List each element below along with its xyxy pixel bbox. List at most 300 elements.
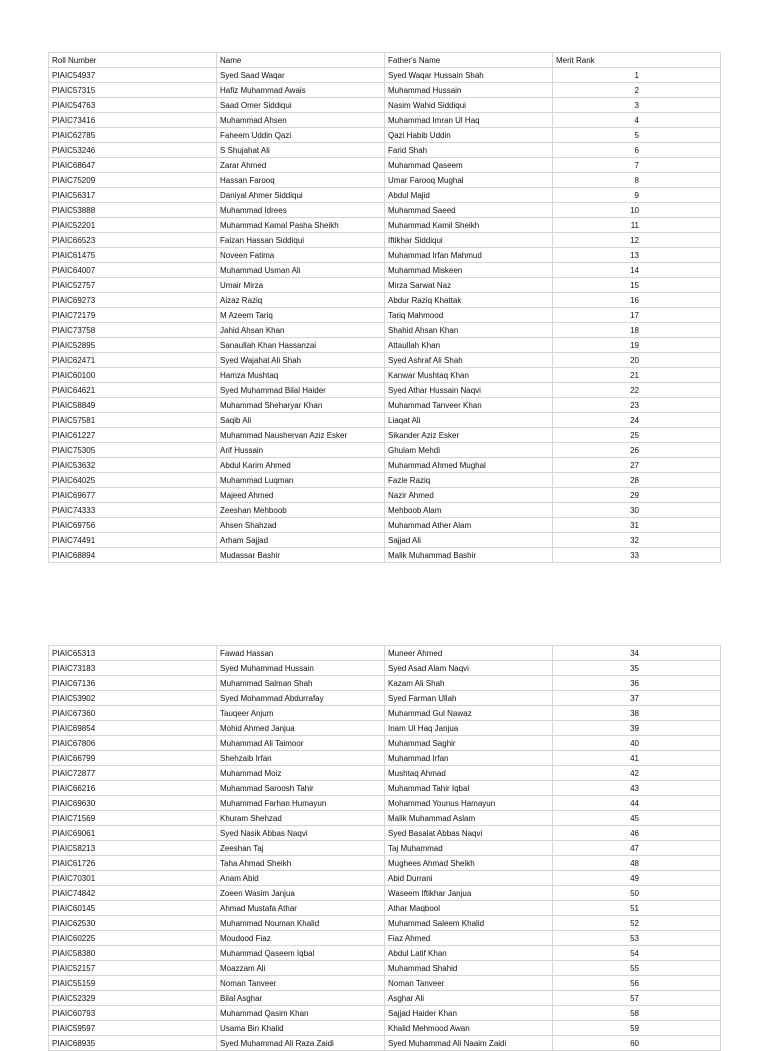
- cell-merit-rank: 41: [553, 751, 721, 766]
- table-row: [49, 413, 721, 428]
- cell-fathers-name: Syed Waqar Hussain Shah: [385, 68, 553, 83]
- table-row: [49, 766, 721, 781]
- cell-fathers-name: Kanwar Mushtaq Khan: [385, 368, 553, 383]
- cell-roll-number: PIAIC58213: [49, 841, 217, 856]
- cell-fathers-name: Abid Durrani: [385, 871, 553, 886]
- table-body: [49, 53, 721, 563]
- cell-roll-number: PIAIC74333: [49, 503, 217, 518]
- cell-fathers-name: Liaqat Ali: [385, 413, 553, 428]
- cell-merit-rank: 19: [553, 338, 721, 353]
- cell-merit-rank: 4: [553, 113, 721, 128]
- cell-name: Hassan Farooq: [217, 173, 385, 188]
- cell-merit-rank: 10: [553, 203, 721, 218]
- cell-merit-rank: 30: [553, 503, 721, 518]
- cell-name: S Shujahat Ali: [217, 143, 385, 158]
- cell-fathers-name: Iftikhar Siddiqui: [385, 233, 553, 248]
- cell-fathers-name: Syed Athar Hussain Naqvi: [385, 383, 553, 398]
- table-row: [49, 533, 721, 548]
- cell-fathers-name: Fazle Raziq: [385, 473, 553, 488]
- table-row: [49, 443, 721, 458]
- cell-fathers-name: Kazam Ali Shah: [385, 676, 553, 691]
- cell-fathers-name: Khalid Mehmood Awan: [385, 1021, 553, 1036]
- cell-merit-rank: 38: [553, 706, 721, 721]
- cell-roll-number: PIAIC73416: [49, 113, 217, 128]
- cell-merit-rank: 3: [553, 98, 721, 113]
- cell-name: Muhammad Farhan Humayun: [217, 796, 385, 811]
- table-row: [49, 661, 721, 676]
- cell-merit-rank: 18: [553, 323, 721, 338]
- table-row: [49, 308, 721, 323]
- cell-name: M Azeem Tariq: [217, 308, 385, 323]
- cell-fathers-name: Sajjad Ali: [385, 533, 553, 548]
- cell-name: Noveen Fatima: [217, 248, 385, 263]
- table-row: [49, 278, 721, 293]
- table-row: [49, 233, 721, 248]
- cell-fathers-name: Inam Ul Haq Janjua: [385, 721, 553, 736]
- table-row: [49, 488, 721, 503]
- cell-name: Majeed Ahmed: [217, 488, 385, 503]
- cell-roll-number: PIAIC57581: [49, 413, 217, 428]
- table-row: [49, 946, 721, 961]
- cell-name: Muhammad Kamal Pasha Sheikh: [217, 218, 385, 233]
- table-row: [49, 736, 721, 751]
- cell-fathers-name: Malik Muhammad Aslam: [385, 811, 553, 826]
- cell-name: Muhammad Salman Shah: [217, 676, 385, 691]
- cell-roll-number: PIAIC54937: [49, 68, 217, 83]
- cell-fathers-name: Mushtaq Ahmad: [385, 766, 553, 781]
- cell-merit-rank: 35: [553, 661, 721, 676]
- cell-name: Muhammad Usman Ali: [217, 263, 385, 278]
- table-row: [49, 676, 721, 691]
- cell-roll-number: PIAIC60225: [49, 931, 217, 946]
- cell-merit-rank: 25: [553, 428, 721, 443]
- cell-roll-number: PIAIC73758: [49, 323, 217, 338]
- cell-roll-number: PIAIC58380: [49, 946, 217, 961]
- table-row: [49, 128, 721, 143]
- cell-fathers-name: Muhammad Gul Nawaz: [385, 706, 553, 721]
- cell-name: Syed Muhammad Ali Raza Zaidi: [217, 1036, 385, 1051]
- cell-merit-rank: 60: [553, 1036, 721, 1051]
- cell-name: Umair Mirza: [217, 278, 385, 293]
- cell-name: Muhammad Luqman: [217, 473, 385, 488]
- cell-roll-number: PIAIC69630: [49, 796, 217, 811]
- cell-roll-number: PIAIC60145: [49, 901, 217, 916]
- cell-roll-number: PIAIC60100: [49, 368, 217, 383]
- cell-merit-rank: 33: [553, 548, 721, 563]
- cell-fathers-name: Mughees Ahmad Sheikh: [385, 856, 553, 871]
- cell-roll-number: PIAIC62471: [49, 353, 217, 368]
- cell-merit-rank: 50: [553, 886, 721, 901]
- cell-roll-number: PIAIC55159: [49, 976, 217, 991]
- cell-merit-rank: 42: [553, 766, 721, 781]
- cell-merit-rank: 52: [553, 916, 721, 931]
- cell-roll-number: PIAIC60793: [49, 1006, 217, 1021]
- header-row: [49, 53, 721, 68]
- table-row: [49, 203, 721, 218]
- cell-merit-rank: 26: [553, 443, 721, 458]
- table-row: [49, 781, 721, 796]
- cell-name: Saqib Ali: [217, 413, 385, 428]
- table-row: [49, 68, 721, 83]
- cell-roll-number: PIAIC70301: [49, 871, 217, 886]
- cell-merit-rank: 34: [553, 646, 721, 661]
- cell-roll-number: PIAIC52757: [49, 278, 217, 293]
- cell-fathers-name: Muhammad Hussain: [385, 83, 553, 98]
- cell-roll-number: PIAIC52329: [49, 991, 217, 1006]
- cell-merit-rank: 58: [553, 1006, 721, 1021]
- cell-name: Ahmad Mustafa Athar: [217, 901, 385, 916]
- cell-merit-rank: 15: [553, 278, 721, 293]
- cell-fathers-name: Abdul Latif Khan: [385, 946, 553, 961]
- table-row: [49, 368, 721, 383]
- cell-roll-number: PIAIC69273: [49, 293, 217, 308]
- cell-name: Saad Omer Siddiqui: [217, 98, 385, 113]
- table-row: [49, 1021, 721, 1036]
- table-row: [49, 503, 721, 518]
- cell-roll-number: PIAIC65313: [49, 646, 217, 661]
- cell-roll-number: PIAIC75305: [49, 443, 217, 458]
- cell-fathers-name: Nazir Ahmed: [385, 488, 553, 503]
- header-merit-rank: Merit Rank: [553, 53, 721, 68]
- cell-name: Mohid Ahmed Janjua: [217, 721, 385, 736]
- cell-merit-rank: 24: [553, 413, 721, 428]
- cell-roll-number: PIAIC68935: [49, 1036, 217, 1051]
- cell-roll-number: PIAIC62785: [49, 128, 217, 143]
- cell-roll-number: PIAIC64621: [49, 383, 217, 398]
- cell-merit-rank: 49: [553, 871, 721, 886]
- cell-fathers-name: Athar Maqbool: [385, 901, 553, 916]
- cell-name: Syed Wajahat Ali Shah: [217, 353, 385, 368]
- table-row: [49, 428, 721, 443]
- cell-name: Khuram Shehzad: [217, 811, 385, 826]
- cell-merit-rank: 44: [553, 796, 721, 811]
- cell-name: Muhammad Qasim Khan: [217, 1006, 385, 1021]
- table-row: [49, 98, 721, 113]
- cell-merit-rank: 43: [553, 781, 721, 796]
- cell-merit-rank: 12: [553, 233, 721, 248]
- cell-fathers-name: Umar Farooq Mughal: [385, 173, 553, 188]
- cell-name: Moazzam Ali: [217, 961, 385, 976]
- table-row: [49, 856, 721, 871]
- cell-merit-rank: 22: [553, 383, 721, 398]
- table-row: [49, 871, 721, 886]
- cell-merit-rank: 47: [553, 841, 721, 856]
- cell-fathers-name: Qazi Habib Uddin: [385, 128, 553, 143]
- cell-merit-rank: 6: [553, 143, 721, 158]
- cell-roll-number: PIAIC62530: [49, 916, 217, 931]
- table-row: [49, 248, 721, 263]
- table-row: [49, 293, 721, 308]
- cell-name: Jahid Ahsan Khan: [217, 323, 385, 338]
- cell-fathers-name: Syed Asad Alam Naqvi: [385, 661, 553, 676]
- cell-name: Anam Abid: [217, 871, 385, 886]
- cell-roll-number: PIAIC53888: [49, 203, 217, 218]
- table-row: [49, 841, 721, 856]
- cell-roll-number: PIAIC53246: [49, 143, 217, 158]
- cell-fathers-name: Asghar Ali: [385, 991, 553, 1006]
- cell-name: Muhammad Moiz: [217, 766, 385, 781]
- table-row: [49, 263, 721, 278]
- cell-name: Usama Bin Khalid: [217, 1021, 385, 1036]
- cell-roll-number: PIAIC56317: [49, 188, 217, 203]
- cell-roll-number: PIAIC74842: [49, 886, 217, 901]
- table-row: [49, 518, 721, 533]
- cell-merit-rank: 32: [553, 533, 721, 548]
- table-row: [49, 143, 721, 158]
- cell-roll-number: PIAIC68894: [49, 548, 217, 563]
- cell-merit-rank: 29: [553, 488, 721, 503]
- cell-roll-number: PIAIC71569: [49, 811, 217, 826]
- merit-table-page-2: [48, 645, 721, 1051]
- table-row: [49, 991, 721, 1006]
- cell-fathers-name: Mehboob Alam: [385, 503, 553, 518]
- cell-fathers-name: Muhammad Miskeen: [385, 263, 553, 278]
- cell-merit-rank: 53: [553, 931, 721, 946]
- cell-fathers-name: Tariq Mahmood: [385, 308, 553, 323]
- cell-roll-number: PIAIC69854: [49, 721, 217, 736]
- cell-fathers-name: Farid Shah: [385, 143, 553, 158]
- cell-fathers-name: Muhammad Tahir Iqbal: [385, 781, 553, 796]
- cell-fathers-name: Muhammad Saghir: [385, 736, 553, 751]
- cell-roll-number: PIAIC74491: [49, 533, 217, 548]
- table-row: [49, 338, 721, 353]
- cell-name: Sanaullah Khan Hassanzai: [217, 338, 385, 353]
- cell-fathers-name: Muneer Ahmed: [385, 646, 553, 661]
- cell-merit-rank: 17: [553, 308, 721, 323]
- cell-roll-number: PIAIC52201: [49, 218, 217, 233]
- cell-roll-number: PIAIC67136: [49, 676, 217, 691]
- cell-merit-rank: 55: [553, 961, 721, 976]
- cell-fathers-name: Sajjad Haider Khan: [385, 1006, 553, 1021]
- cell-roll-number: PIAIC59597: [49, 1021, 217, 1036]
- cell-merit-rank: 23: [553, 398, 721, 413]
- table-row: [49, 473, 721, 488]
- cell-merit-rank: 5: [553, 128, 721, 143]
- table-row: [49, 113, 721, 128]
- table-row: [49, 548, 721, 563]
- cell-fathers-name: Mirza Sarwat Naz: [385, 278, 553, 293]
- cell-name: Ahsen Shahzad: [217, 518, 385, 533]
- cell-name: Muhammad Sheharyar Khan: [217, 398, 385, 413]
- cell-fathers-name: Muhammad Tanveer Khan: [385, 398, 553, 413]
- table-row: [49, 218, 721, 233]
- cell-name: Zeeshan Mehboob: [217, 503, 385, 518]
- cell-fathers-name: Muhammad Saleem Khalid: [385, 916, 553, 931]
- merit-table-page-1: [48, 52, 721, 563]
- cell-name: Muhammad Qaseem Iqbal: [217, 946, 385, 961]
- cell-merit-rank: 46: [553, 826, 721, 841]
- cell-fathers-name: Muhammad Saeed: [385, 203, 553, 218]
- cell-name: Syed Muhammad Bilal Haider: [217, 383, 385, 398]
- cell-merit-rank: 2: [553, 83, 721, 98]
- cell-roll-number: PIAIC61726: [49, 856, 217, 871]
- cell-merit-rank: 1: [553, 68, 721, 83]
- cell-name: Syed Muhammad Hussain: [217, 661, 385, 676]
- cell-roll-number: PIAIC72179: [49, 308, 217, 323]
- cell-fathers-name: Noman Tanveer: [385, 976, 553, 991]
- cell-name: Abdul Karim Ahmed: [217, 458, 385, 473]
- cell-fathers-name: Malik Muhammad Bashir: [385, 548, 553, 563]
- cell-fathers-name: Ghulam Mehdi: [385, 443, 553, 458]
- table-row: [49, 173, 721, 188]
- cell-roll-number: PIAIC67360: [49, 706, 217, 721]
- cell-name: Syed Mohammad Abdurrafay: [217, 691, 385, 706]
- cell-roll-number: PIAIC58849: [49, 398, 217, 413]
- table-row: [49, 83, 721, 98]
- cell-name: Syed Saad Waqar: [217, 68, 385, 83]
- table-row: [49, 398, 721, 413]
- cell-fathers-name: Shahid Ahsan Khan: [385, 323, 553, 338]
- cell-name: Noman Tanveer: [217, 976, 385, 991]
- cell-name: Syed Nasik Abbas Naqvi: [217, 826, 385, 841]
- table-row: [49, 721, 721, 736]
- table-row: [49, 826, 721, 841]
- cell-merit-rank: 9: [553, 188, 721, 203]
- table-row: [49, 158, 721, 173]
- cell-merit-rank: 54: [553, 946, 721, 961]
- cell-name: Muhammad Saroosh Tahir: [217, 781, 385, 796]
- table-body: [49, 646, 721, 1051]
- cell-merit-rank: 45: [553, 811, 721, 826]
- cell-fathers-name: Muhammad Ahmed Mughal: [385, 458, 553, 473]
- cell-roll-number: PIAIC66216: [49, 781, 217, 796]
- cell-merit-rank: 36: [553, 676, 721, 691]
- cell-roll-number: PIAIC53902: [49, 691, 217, 706]
- cell-fathers-name: Muhammad Imran Ul Haq: [385, 113, 553, 128]
- cell-name: Daniyal Ahmer Siddiqui: [217, 188, 385, 203]
- cell-roll-number: PIAIC75209: [49, 173, 217, 188]
- cell-fathers-name: Waseem Iftikhar Janjua: [385, 886, 553, 901]
- table-row: [49, 383, 721, 398]
- cell-merit-rank: 31: [553, 518, 721, 533]
- cell-roll-number: PIAIC61475: [49, 248, 217, 263]
- cell-roll-number: PIAIC52895: [49, 338, 217, 353]
- cell-fathers-name: Taj Muhammad: [385, 841, 553, 856]
- cell-merit-rank: 11: [553, 218, 721, 233]
- cell-fathers-name: Muhammad Ather Alam: [385, 518, 553, 533]
- cell-merit-rank: 56: [553, 976, 721, 991]
- table-row: [49, 691, 721, 706]
- table-row: [49, 901, 721, 916]
- table-row: [49, 961, 721, 976]
- cell-name: Arham Sajjad: [217, 533, 385, 548]
- table-row: [49, 458, 721, 473]
- cell-name: Hamza Mushtaq: [217, 368, 385, 383]
- cell-merit-rank: 16: [553, 293, 721, 308]
- cell-fathers-name: Syed Ashraf Ali Shah: [385, 353, 553, 368]
- cell-merit-rank: 13: [553, 248, 721, 263]
- cell-fathers-name: Fiaz Ahmed: [385, 931, 553, 946]
- cell-fathers-name: Sikander Aziz Esker: [385, 428, 553, 443]
- cell-name: Zeeshan Taj: [217, 841, 385, 856]
- cell-name: Faizan Hassan Siddiqui: [217, 233, 385, 248]
- cell-name: Arif Hussain: [217, 443, 385, 458]
- cell-fathers-name: Muhammad Kamil Sheikh: [385, 218, 553, 233]
- cell-roll-number: PIAIC66799: [49, 751, 217, 766]
- cell-merit-rank: 8: [553, 173, 721, 188]
- cell-roll-number: PIAIC64025: [49, 473, 217, 488]
- cell-roll-number: PIAIC64007: [49, 263, 217, 278]
- cell-name: Aizaz Raziq: [217, 293, 385, 308]
- cell-fathers-name: Syed Farman Ullah: [385, 691, 553, 706]
- cell-roll-number: PIAIC73183: [49, 661, 217, 676]
- cell-name: Taha Ahmad Sheikh: [217, 856, 385, 871]
- table-row: [49, 976, 721, 991]
- cell-merit-rank: 59: [553, 1021, 721, 1036]
- table-row: [49, 751, 721, 766]
- table-row: [49, 1036, 721, 1051]
- table-row: [49, 916, 721, 931]
- cell-name: Muhammad Naushervan Aziz Esker: [217, 428, 385, 443]
- cell-merit-rank: 57: [553, 991, 721, 1006]
- cell-fathers-name: Mohammad Younus Hamayun: [385, 796, 553, 811]
- cell-merit-rank: 37: [553, 691, 721, 706]
- cell-fathers-name: Attaullah Khan: [385, 338, 553, 353]
- cell-fathers-name: Syed Muhammad Ali Naaim Zaidi: [385, 1036, 553, 1051]
- cell-merit-rank: 14: [553, 263, 721, 278]
- cell-fathers-name: Syed Basalat Abbas Naqvi: [385, 826, 553, 841]
- header-name: Name: [217, 53, 385, 68]
- cell-merit-rank: 7: [553, 158, 721, 173]
- cell-name: Muhammad Ahsen: [217, 113, 385, 128]
- cell-name: Muhammad Ali Taimoor: [217, 736, 385, 751]
- cell-name: Muhammad Nouman Khalid: [217, 916, 385, 931]
- cell-merit-rank: 28: [553, 473, 721, 488]
- cell-roll-number: PIAIC57315: [49, 83, 217, 98]
- cell-roll-number: PIAIC53632: [49, 458, 217, 473]
- cell-roll-number: PIAIC72877: [49, 766, 217, 781]
- cell-roll-number: PIAIC52157: [49, 961, 217, 976]
- table-row: [49, 886, 721, 901]
- table-row: [49, 931, 721, 946]
- cell-merit-rank: 51: [553, 901, 721, 916]
- table-row: [49, 188, 721, 203]
- cell-name: Moudood Fiaz: [217, 931, 385, 946]
- cell-name: Muhammad Idrees: [217, 203, 385, 218]
- table-row: [49, 706, 721, 721]
- cell-name: Fawad Hassan: [217, 646, 385, 661]
- table-row: [49, 646, 721, 661]
- table-row: [49, 811, 721, 826]
- cell-merit-rank: 39: [553, 721, 721, 736]
- cell-fathers-name: Muhammad Irfan Mahmud: [385, 248, 553, 263]
- cell-merit-rank: 48: [553, 856, 721, 871]
- cell-name: Faheem Uddin Qazi: [217, 128, 385, 143]
- table-row: [49, 796, 721, 811]
- cell-roll-number: PIAIC66523: [49, 233, 217, 248]
- cell-roll-number: PIAIC61227: [49, 428, 217, 443]
- cell-name: Zoeen Wasim Janjua: [217, 886, 385, 901]
- cell-merit-rank: 27: [553, 458, 721, 473]
- cell-name: Tauqeer Anjum: [217, 706, 385, 721]
- cell-fathers-name: Muhammad Qaseem: [385, 158, 553, 173]
- header-fathers-name: Father's Name: [385, 53, 553, 68]
- table-row: [49, 353, 721, 368]
- cell-roll-number: PIAIC67806: [49, 736, 217, 751]
- cell-fathers-name: Abdur Raziq Khattak: [385, 293, 553, 308]
- cell-name: Shehzaib Irfan: [217, 751, 385, 766]
- cell-merit-rank: 40: [553, 736, 721, 751]
- header-roll-number: Roll Number: [49, 53, 217, 68]
- cell-roll-number: PIAIC69677: [49, 488, 217, 503]
- cell-merit-rank: 21: [553, 368, 721, 383]
- cell-roll-number: PIAIC68647: [49, 158, 217, 173]
- cell-roll-number: PIAIC54763: [49, 98, 217, 113]
- cell-name: Zarar Ahmed: [217, 158, 385, 173]
- cell-name: Bilal Asghar: [217, 991, 385, 1006]
- cell-fathers-name: Nasim Wahid Siddiqui: [385, 98, 553, 113]
- cell-merit-rank: 20: [553, 353, 721, 368]
